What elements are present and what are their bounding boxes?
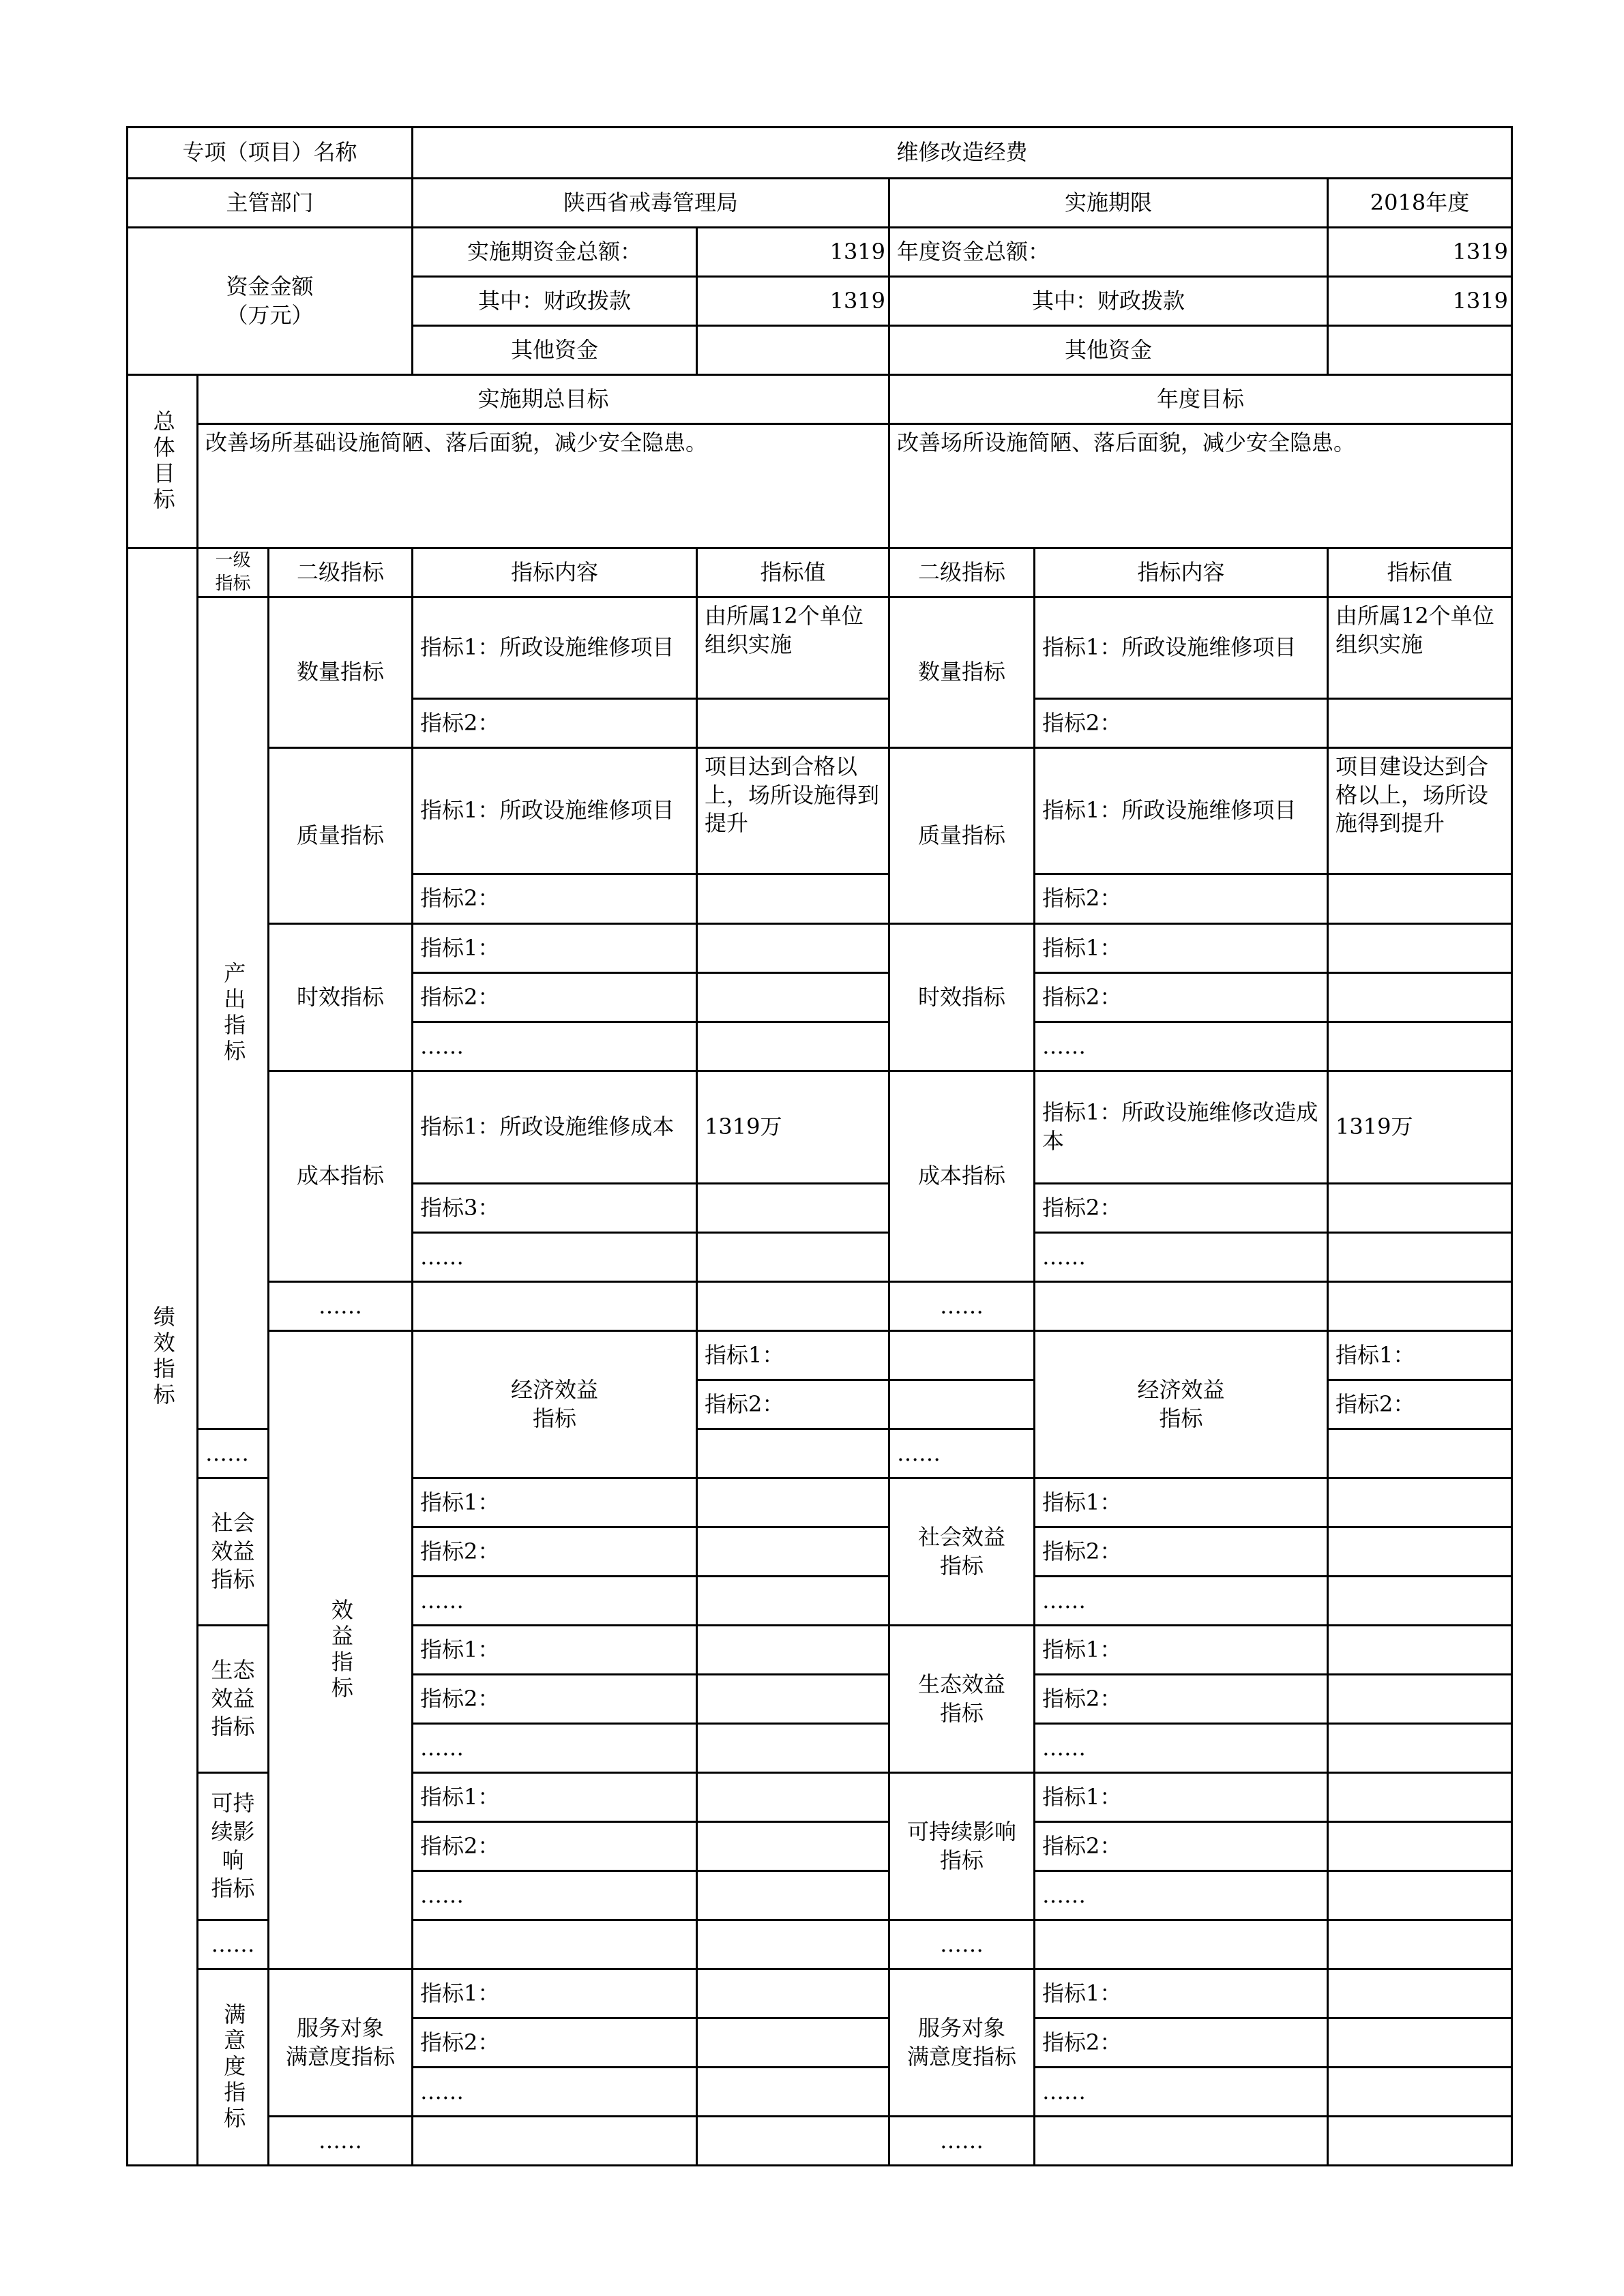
sustainable-indicator-label: 可持续影响 指标 bbox=[198, 1773, 269, 1920]
economic-indicator-label: 经济效益 指标 bbox=[413, 1331, 697, 1478]
quantity-period-value-1: 由所属12个单位组织实施 bbox=[697, 597, 889, 699]
quantity-annual-content-1: 指标1：所政设施维修项目 bbox=[1035, 597, 1328, 699]
economic-period-content-2: 指标2： bbox=[697, 1380, 889, 1429]
performance-target-table bbox=[126, 126, 1513, 2166]
cost-annual-value-2 bbox=[1328, 1184, 1512, 1233]
sustainable-annual-value-3 bbox=[1328, 1871, 1512, 1920]
satisfaction-more-period: …… bbox=[269, 2117, 413, 2166]
sustainable-annual-value-2 bbox=[1328, 1822, 1512, 1871]
cost-period-value-3 bbox=[697, 1233, 889, 1282]
benefit-more-annual-value bbox=[1328, 1920, 1512, 1969]
sustainable-annual-content-1: 指标1： bbox=[1035, 1773, 1328, 1822]
satisfaction-more-annual: …… bbox=[889, 2117, 1035, 2166]
performance-indicator-label: 绩效指标 bbox=[128, 548, 198, 2166]
ecological-annual-content-2: 指标2： bbox=[1035, 1675, 1328, 1724]
cost-annual-content-1: 指标1：所政设施维修改造成本 bbox=[1035, 1071, 1328, 1184]
service-annual-value-3 bbox=[1328, 2068, 1512, 2117]
timeliness-indicator-label-annual: 时效指标 bbox=[889, 924, 1035, 1071]
period-fiscal-value: 1319 bbox=[697, 277, 889, 326]
economic-annual-content-3: …… bbox=[889, 1429, 1035, 1478]
cost-indicator-label: 成本指标 bbox=[269, 1071, 413, 1282]
service-annual-content-2: 指标2： bbox=[1035, 2018, 1328, 2068]
annual-fiscal-value: 1319 bbox=[1328, 277, 1512, 326]
ecological-annual-content-1: 指标1： bbox=[1035, 1626, 1328, 1675]
satisfaction-more-annual-value bbox=[1328, 2117, 1512, 2166]
social-annual-value-1 bbox=[1328, 1478, 1512, 1527]
ecological-annual-value-3 bbox=[1328, 1724, 1512, 1773]
service-period-value-3 bbox=[697, 2068, 889, 2117]
quality-period-content-2: 指标2： bbox=[413, 874, 697, 924]
quantity-annual-content-2: 指标2： bbox=[1035, 699, 1328, 748]
quality-annual-value-2 bbox=[1328, 874, 1512, 924]
quality-annual-value-1: 项目建设达到合格以上，场所设施得到提升 bbox=[1328, 748, 1512, 874]
period-total-label: 实施期资金总额： bbox=[413, 228, 697, 277]
department-value: 陕西省戒毒管理局 bbox=[413, 179, 889, 228]
service-period-content-1: 指标1： bbox=[413, 1969, 697, 2018]
annual-goal-text: 改善场所设施简陋、落后面貌，减少安全隐患。 bbox=[889, 424, 1512, 548]
value-header-annual: 指标值 bbox=[1328, 548, 1512, 597]
economic-period-content-1: 指标1： bbox=[697, 1331, 889, 1380]
social-indicator-label: 社会效益 指标 bbox=[198, 1478, 269, 1626]
cost-annual-content-3: …… bbox=[1035, 1233, 1328, 1282]
social-annual-value-3 bbox=[1328, 1577, 1512, 1626]
cost-annual-content-2: 指标2： bbox=[1035, 1184, 1328, 1233]
level1-header: 一级 指标 bbox=[198, 548, 269, 597]
economic-annual-content-2: 指标2： bbox=[1328, 1380, 1512, 1429]
quantity-period-content-2: 指标2： bbox=[413, 699, 697, 748]
quantity-annual-value-2 bbox=[1328, 699, 1512, 748]
sustainable-period-value-2 bbox=[697, 1822, 889, 1871]
output-indicator-label: 产出指标 bbox=[198, 597, 269, 1429]
quantity-period-content-1: 指标1：所政设施维修项目 bbox=[413, 597, 697, 699]
output-more-period: …… bbox=[269, 1282, 413, 1331]
quantity-indicator-label: 数量指标 bbox=[269, 597, 413, 748]
ecological-period-content-3: …… bbox=[413, 1724, 697, 1773]
ecological-indicator-label: 生态效益 指标 bbox=[198, 1626, 269, 1773]
service-period-value-2 bbox=[697, 2018, 889, 2068]
timeliness-annual-content-2: 指标2： bbox=[1035, 973, 1328, 1022]
satisfaction-more-period-content bbox=[413, 2117, 697, 2166]
satisfaction-more-annual-content bbox=[1035, 2117, 1328, 2166]
level2-header-period: 二级指标 bbox=[269, 548, 413, 597]
quality-period-value-2 bbox=[697, 874, 889, 924]
ecological-annual-value-1 bbox=[1328, 1626, 1512, 1675]
quantity-period-value-2 bbox=[697, 699, 889, 748]
output-more-annual-content bbox=[1035, 1282, 1328, 1331]
sustainable-period-value-3 bbox=[697, 1871, 889, 1920]
social-period-value-3 bbox=[697, 1577, 889, 1626]
social-annual-content-3: …… bbox=[1035, 1577, 1328, 1626]
output-more-annual: …… bbox=[889, 1282, 1035, 1331]
output-more-annual-value bbox=[1328, 1282, 1512, 1331]
economic-period-value-2 bbox=[889, 1380, 1035, 1429]
cost-period-content-2: 指标3： bbox=[413, 1184, 697, 1233]
timeliness-period-content-3: …… bbox=[413, 1022, 697, 1071]
cost-annual-value-3 bbox=[1328, 1233, 1512, 1282]
social-period-value-1 bbox=[697, 1478, 889, 1527]
period-other-value bbox=[697, 326, 889, 375]
level2-header-annual: 二级指标 bbox=[889, 548, 1035, 597]
economic-annual-value-3 bbox=[1328, 1429, 1512, 1478]
output-more-period-content bbox=[413, 1282, 697, 1331]
quality-annual-content-1: 指标1：所政设施维修项目 bbox=[1035, 748, 1328, 874]
quality-period-value-1: 项目达到合格以上，场所设施得到提升 bbox=[697, 748, 889, 874]
ecological-period-content-2: 指标2： bbox=[413, 1675, 697, 1724]
period-goal-text: 改善场所基础设施简陋、落后面貌，减少安全隐患。 bbox=[198, 424, 889, 548]
ecological-period-value-1 bbox=[697, 1626, 889, 1675]
timeliness-period-content-1: 指标1： bbox=[413, 924, 697, 973]
social-period-content-3: …… bbox=[413, 1577, 697, 1626]
ecological-period-value-2 bbox=[697, 1675, 889, 1724]
content-header-annual: 指标内容 bbox=[1035, 548, 1328, 597]
ecological-annual-value-2 bbox=[1328, 1675, 1512, 1724]
ecological-indicator-label-annual: 生态效益 指标 bbox=[889, 1626, 1035, 1773]
economic-period-value-1 bbox=[889, 1331, 1035, 1380]
timeliness-annual-content-3: …… bbox=[1035, 1022, 1328, 1071]
timeliness-period-value-2 bbox=[697, 973, 889, 1022]
benefit-indicator-label: 效益指标 bbox=[269, 1331, 413, 1969]
value-header-period: 指标值 bbox=[697, 548, 889, 597]
social-period-value-2 bbox=[697, 1527, 889, 1577]
timeliness-annual-value-3 bbox=[1328, 1022, 1512, 1071]
annual-total-label: 年度资金总额： bbox=[889, 228, 1328, 277]
social-period-content-2: 指标2： bbox=[413, 1527, 697, 1577]
annual-total-value: 1319 bbox=[1328, 228, 1512, 277]
department-label: 主管部门 bbox=[128, 179, 413, 228]
project-name-value: 维修改造经费 bbox=[413, 128, 1512, 179]
economic-indicator-label-annual: 经济效益 指标 bbox=[1035, 1331, 1328, 1478]
annual-fiscal-label: 其中：财政拨款 bbox=[889, 277, 1328, 326]
social-indicator-label-annual: 社会效益 指标 bbox=[889, 1478, 1035, 1626]
service-annual-content-1: 指标1： bbox=[1035, 1969, 1328, 2018]
annual-goal-heading: 年度目标 bbox=[889, 375, 1512, 424]
ecological-period-value-3 bbox=[697, 1724, 889, 1773]
ecological-annual-content-3: …… bbox=[1035, 1724, 1328, 1773]
service-period-content-3: …… bbox=[413, 2068, 697, 2117]
timeliness-period-content-2: 指标2： bbox=[413, 973, 697, 1022]
cost-period-content-3: …… bbox=[413, 1233, 697, 1282]
quality-indicator-label-annual: 质量指标 bbox=[889, 748, 1035, 924]
benefit-more-period-content bbox=[413, 1920, 697, 1969]
benefit-more-annual-content bbox=[1035, 1920, 1328, 1969]
satisfaction-more-period-value bbox=[697, 2117, 889, 2166]
period-goal-heading: 实施期总目标 bbox=[198, 375, 889, 424]
sustainable-annual-value-1 bbox=[1328, 1773, 1512, 1822]
timeliness-indicator-label: 时效指标 bbox=[269, 924, 413, 1071]
economic-period-value-3 bbox=[697, 1429, 889, 1478]
quality-annual-content-2: 指标2： bbox=[1035, 874, 1328, 924]
annual-other-label: 其他资金 bbox=[889, 326, 1328, 375]
sustainable-annual-content-2: 指标2： bbox=[1035, 1822, 1328, 1871]
social-annual-value-2 bbox=[1328, 1527, 1512, 1577]
annual-other-value bbox=[1328, 326, 1512, 375]
timeliness-annual-value-1 bbox=[1328, 924, 1512, 973]
quantity-annual-value-1: 由所属12个单位组织实施 bbox=[1328, 597, 1512, 699]
quality-period-content-1: 指标1：所政设施维修项目 bbox=[413, 748, 697, 874]
sustainable-indicator-label-annual: 可持续影响 指标 bbox=[889, 1773, 1035, 1920]
content-header-period: 指标内容 bbox=[413, 548, 697, 597]
economic-annual-content-1: 指标1： bbox=[1328, 1331, 1512, 1380]
quantity-indicator-label-annual: 数量指标 bbox=[889, 597, 1035, 748]
service-satisfaction-label-annual: 服务对象 满意度指标 bbox=[889, 1969, 1035, 2117]
cost-indicator-label-annual: 成本指标 bbox=[889, 1071, 1035, 1282]
social-annual-content-2: 指标2： bbox=[1035, 1527, 1328, 1577]
quality-indicator-label: 质量指标 bbox=[269, 748, 413, 924]
sustainable-period-value-1 bbox=[697, 1773, 889, 1822]
benefit-more-annual: …… bbox=[889, 1920, 1035, 1969]
period-label: 实施期限 bbox=[889, 179, 1328, 228]
timeliness-period-value-3 bbox=[697, 1022, 889, 1071]
sustainable-period-content-2: 指标2： bbox=[413, 1822, 697, 1871]
sustainable-period-content-3: …… bbox=[413, 1871, 697, 1920]
timeliness-period-value-1 bbox=[697, 924, 889, 973]
service-period-content-2: 指标2： bbox=[413, 2018, 697, 2068]
overall-goal-label: 总体目标 bbox=[128, 375, 198, 548]
sustainable-annual-content-3: …… bbox=[1035, 1871, 1328, 1920]
satisfaction-indicator-label: 满意度指标 bbox=[198, 1969, 269, 2166]
service-satisfaction-label: 服务对象 满意度指标 bbox=[269, 1969, 413, 2117]
cost-period-value-2 bbox=[697, 1184, 889, 1233]
benefit-more-period: …… bbox=[198, 1920, 269, 1969]
timeliness-annual-value-2 bbox=[1328, 973, 1512, 1022]
period-total-value: 1319 bbox=[697, 228, 889, 277]
social-annual-content-1: 指标1： bbox=[1035, 1478, 1328, 1527]
output-more-period-value bbox=[697, 1282, 889, 1331]
ecological-period-content-1: 指标1： bbox=[413, 1626, 697, 1675]
cost-annual-value-1: 1319万 bbox=[1328, 1071, 1512, 1184]
social-period-content-1: 指标1： bbox=[413, 1478, 697, 1527]
service-annual-value-1 bbox=[1328, 1969, 1512, 2018]
benefit-more-period-value bbox=[697, 1920, 889, 1969]
service-annual-value-2 bbox=[1328, 2018, 1512, 2068]
service-annual-content-3: …… bbox=[1035, 2068, 1328, 2117]
cost-period-content-1: 指标1：所政设施维修成本 bbox=[413, 1071, 697, 1184]
project-name-label: 专项（项目）名称 bbox=[128, 128, 413, 179]
timeliness-annual-content-1: 指标1： bbox=[1035, 924, 1328, 973]
cost-period-value-1: 1319万 bbox=[697, 1071, 889, 1184]
service-period-value-1 bbox=[697, 1969, 889, 2018]
funding-label: 资金金额 （万元） bbox=[128, 228, 413, 375]
sustainable-period-content-1: 指标1： bbox=[413, 1773, 697, 1822]
period-other-label: 其他资金 bbox=[413, 326, 697, 375]
economic-period-content-3: …… bbox=[198, 1429, 269, 1478]
period-fiscal-label: 其中：财政拨款 bbox=[413, 277, 697, 326]
period-value: 2018年度 bbox=[1328, 179, 1512, 228]
